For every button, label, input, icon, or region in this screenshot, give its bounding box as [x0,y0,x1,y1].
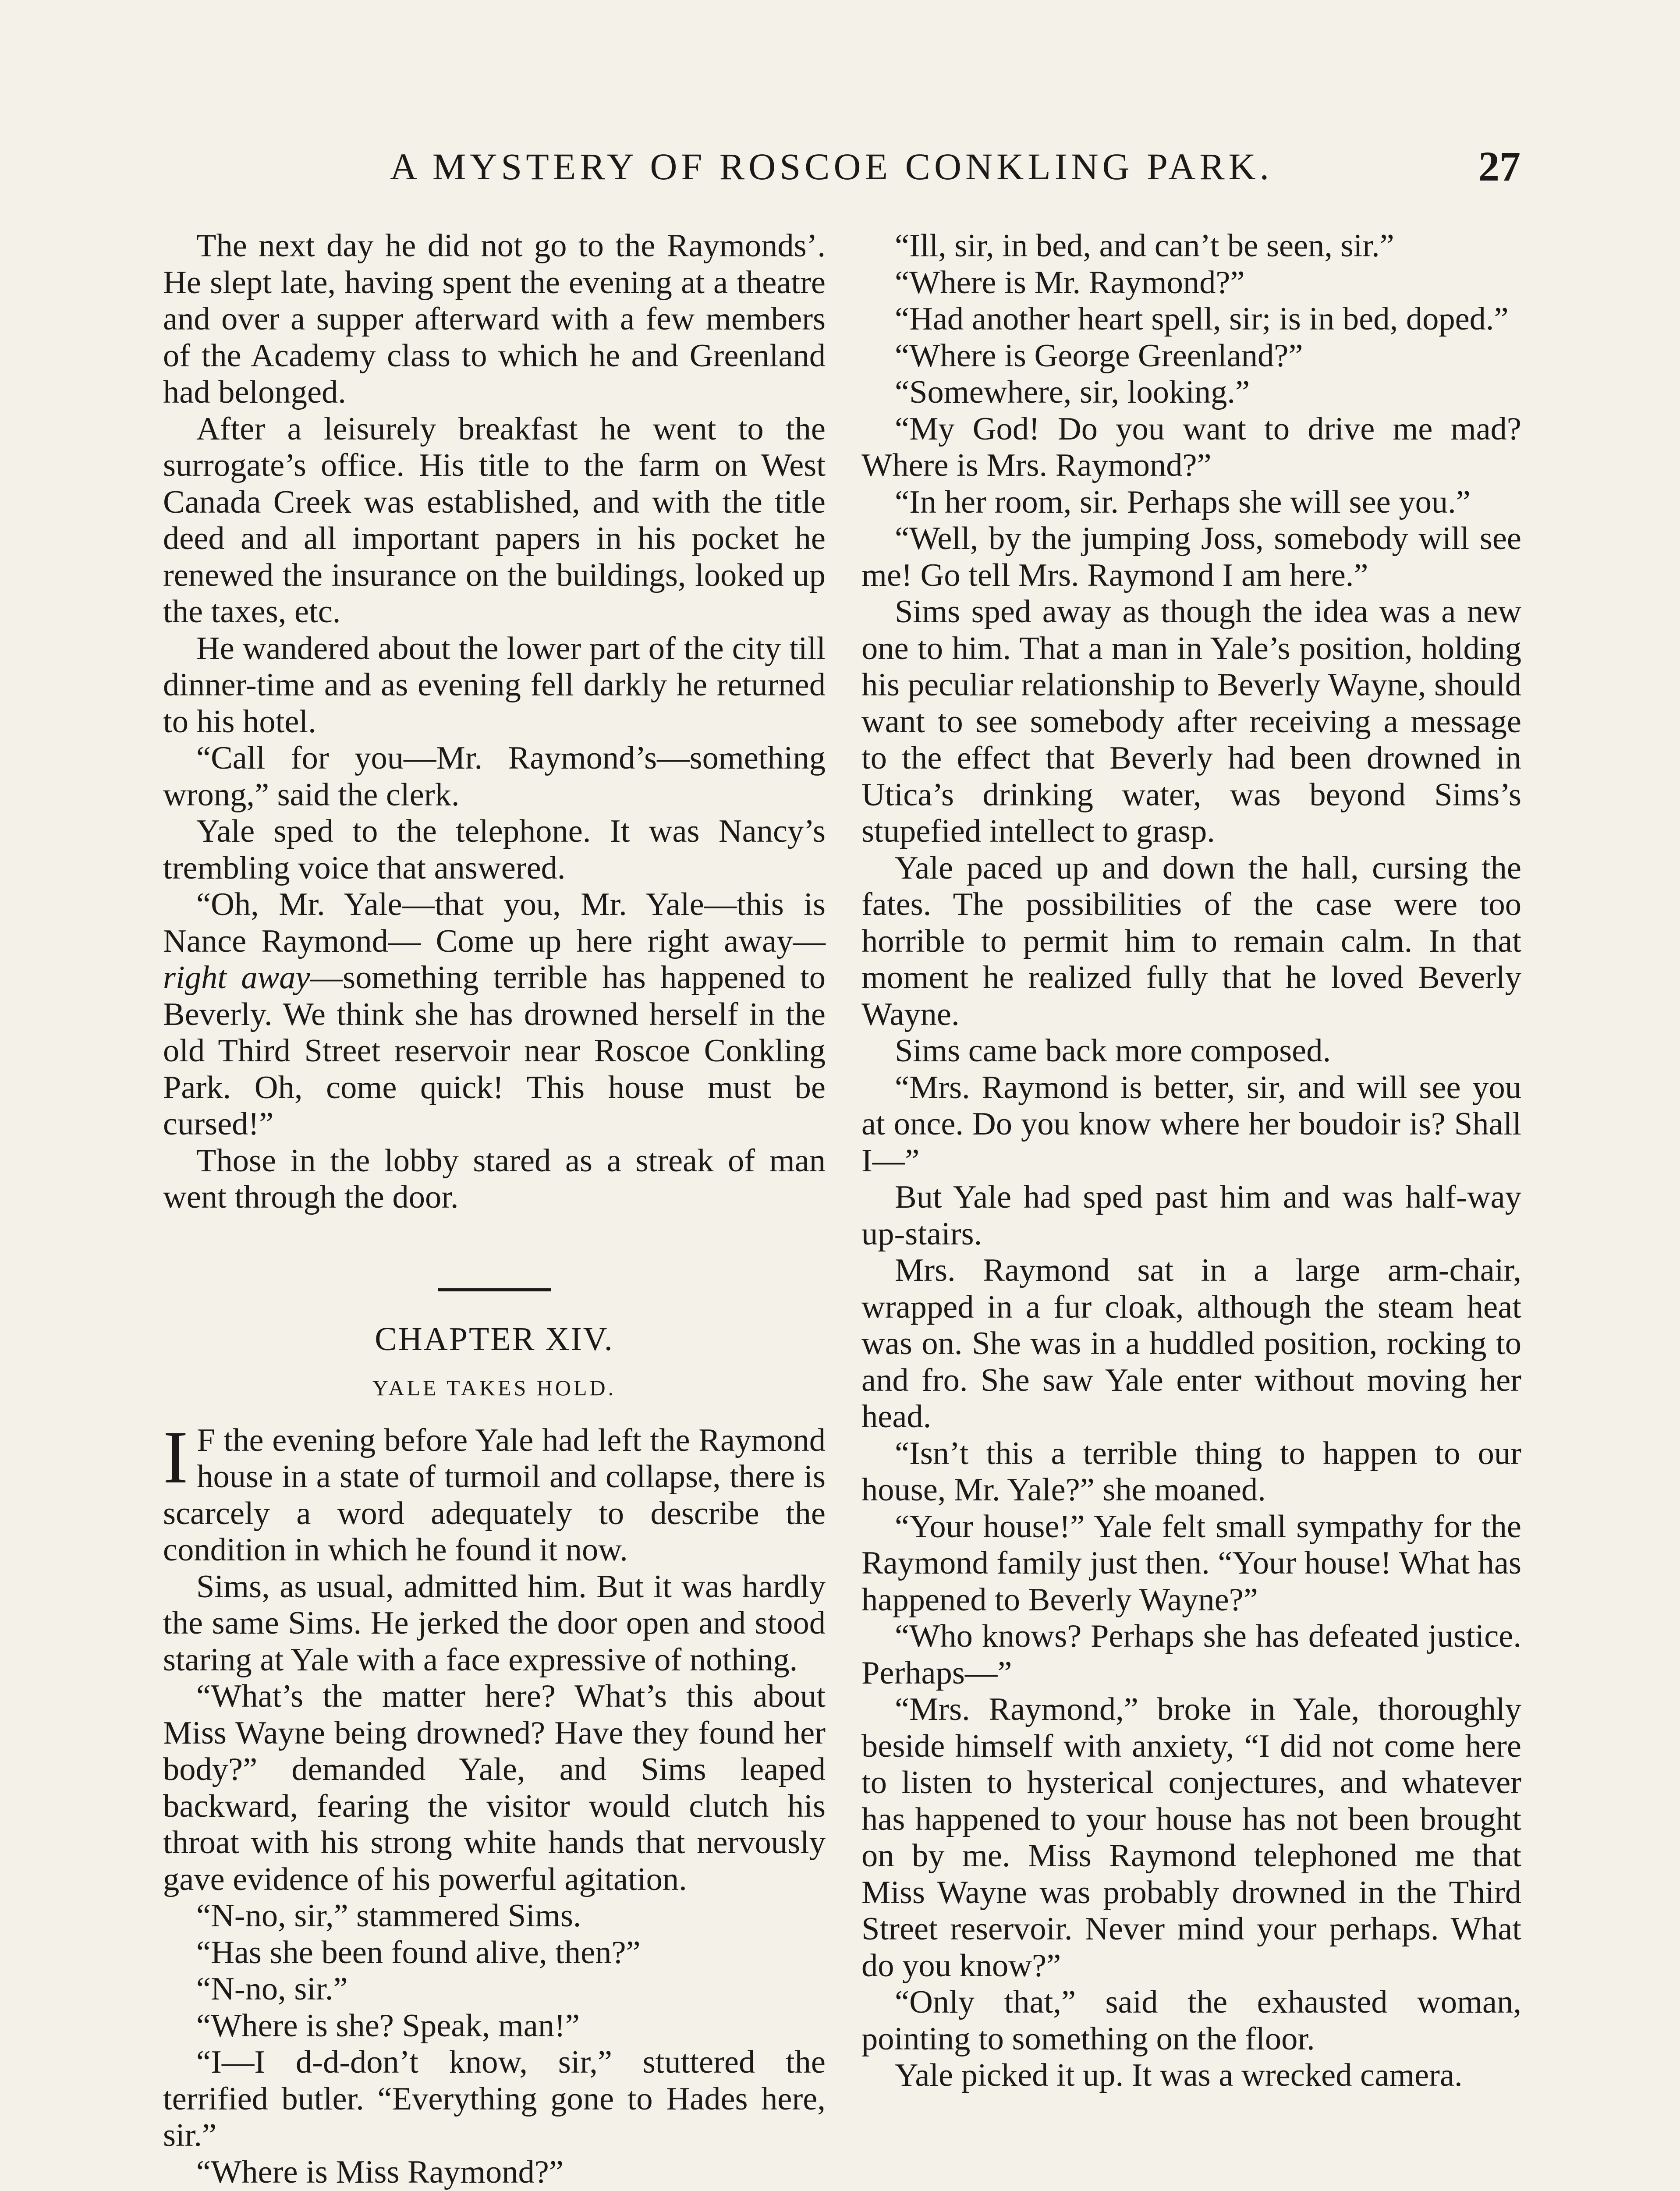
running-header [162,145,1521,197]
paragraph: “Where is Mr. Raymond?” [895,264,1245,301]
paragraph: Those in the lobby stared as a streak of man went through the door. [163,1142,826,1215]
opening-paragraph [163,1415,826,1569]
paragraph: “Had another heart spell, sir; is in bed, doped.” [895,301,1509,337]
page-number: 27 [1478,143,1521,190]
paragraph: He wandered about the lower part of the city till dinner-time and as evening fell darkly he returned to his hotel. [163,630,826,740]
paragraph: “In her room, sir. Perhaps she will see you.” [895,484,1471,520]
paragraph: “Where is George Greenland?” [895,337,1303,374]
quote-text: —something terrible has happened to Beverly. We think she has drowned herself in the old Third Street reservoir near Roscoe Conkling Park. Oh, come quick! This house must be cursed!” [163,960,826,1142]
paragraph: Mrs. Raymond sat in a large arm-chair, wrapped in a fur cloak, although the steam heat was on. She was in a huddled position, rocking to and fro. She saw Yale enter without moving her head. [861,1252,1521,1435]
paragraph: “Who knows? Perhaps she has defeated justice. Perhaps—” [861,1618,1521,1691]
paragraph: “Where is Miss Raymond?” [196,2154,564,2190]
paragraph: “Somewhere, sir, looking.” [895,374,1250,410]
right-column [861,228,1521,2094]
chapter-subtitle: YALE TAKES HOLD. [372,1376,617,1400]
paragraph: Sims sped away as though the idea was a new one to him. That a man in Yale’s position, holding his peculiar relationship to Beverly Wayne, should want to see somebody after receiving a message to the effect that Beverly had been drowned in Utica’s drinking water, was beyond Sims’s stupefied intellect to grasp. [861,594,1521,849]
left-column [163,228,826,2191]
running-title: A MYSTERY OF ROSCOE CONKLING PARK. [390,145,1273,188]
paragraph: Sims, as usual, admitted him. But it was hardly the same Sims. He jerked the door open and stood staring at Yale with a face expressive of nothing. [163,1568,826,1678]
paragraph: “Has she been found alive, then?” [196,1934,641,1971]
paragraph: Yale picked it up. It was a wrecked camera. [895,2057,1463,2093]
paragraph: “What’s the matter here? What’s this about Miss Wayne being drowned? Have they found her body?” demanded Yale, and Sims leaped backward, fearing the visitor would clutch his throat with his strong white hands that nervously gave evidence of his powerful agitation. [163,1678,826,1897]
paragraph: But Yale had sped past him and was half-way up-stairs. [861,1179,1521,1252]
italic-emphasis: right away [163,960,310,996]
paragraph: Yale sped to the telephone. It was Nancy’s trembling voice that answered. [163,813,826,886]
paragraph: “My God! Do you want to drive me mad? Where is Mrs. Raymond?” [861,411,1521,483]
paragraph: “Your house!” Yale felt small sympathy for the Raymond family just then. “Your house! What has happened to Beverly Wayne?” [861,1508,1521,1618]
opening-paragraph-text: F the evening before Yale had left the Raymond house in a state of turmoil and collapse, there is scarcely a word adequately to describe the condition in which he found it now. [163,1422,826,1568]
paragraph: “Well, by the jumping Joss, somebody will see me! Go tell Mrs. Raymond I am here.” [861,521,1521,593]
quote-text: “Oh, Mr. Yale—that you, Mr. Yale—this is Nance Raymond— Come up here right away— [163,886,826,959]
paragraph: “Where is she? Speak, man!” [196,2007,580,2044]
paragraph: “Call for you—Mr. Raymond’s—something wrong,” said the clerk. [163,740,826,813]
drop-cap: I [163,1415,188,1499]
paragraph: “Ill, sir, in bed, and can’t be seen, sir.” [895,228,1394,264]
paragraph: “Mrs. Raymond is better, sir, and will see you at once. Do you know where her boudoir is? Shall I—” [861,1069,1521,1179]
paragraph: Yale paced up and down the hall, cursing the fates. The possibilities of the case were too horrible to permit him to remain calm. In that moment he realized fully that he loved Beverly Wayne. [861,850,1521,1032]
paragraph-with-italic [163,886,826,1143]
paragraph: The next day he did not go to the Raymonds’. He slept late, having spent the evening at a theatre and over a supper afterward with a few members of the Academy class to which he and Greenland had belonged. [163,228,826,410]
paragraph: “Mrs. Raymond,” broke in Yale, thoroughly beside himself with anxiety, “I did not come here to listen to hysterical conjectures, and whatever has happened to your house has not been brought on by me. Miss Raymond telephoned me that Miss Wayne was probably drowned in the Third Street reservoir. Never mind your perhaps. What do you know?” [861,1691,1521,1984]
chapter-title: CHAPTER XIV. [375,1320,614,1358]
paragraph: “N-no, sir,” stammered Sims. [196,1898,581,1934]
paragraph: After a leisurely breakfast he went to the surrogate’s office. His title to the farm on West Canada Creek was established, and with the title deed and all important papers in his pocket he renewed the insurance on the buildings, looked up the taxes, etc. [163,411,826,630]
paragraph: “I—I d-d-don’t know, sir,” stuttered the terrified butler. “Everything gone to Hades here, sir.” [163,2044,826,2153]
paragraph: Sims came back more composed. [895,1033,1331,1069]
chapter-divider-rule [438,1288,551,1291]
paragraph: “Isn’t this a terrible thing to happen to our house, Mr. Yale?” she moaned. [861,1435,1521,1508]
paragraph: “Only that,” said the exhausted woman, pointing to something on the floor. [861,1984,1521,2057]
paragraph: “N-no, sir.” [196,1971,348,2007]
